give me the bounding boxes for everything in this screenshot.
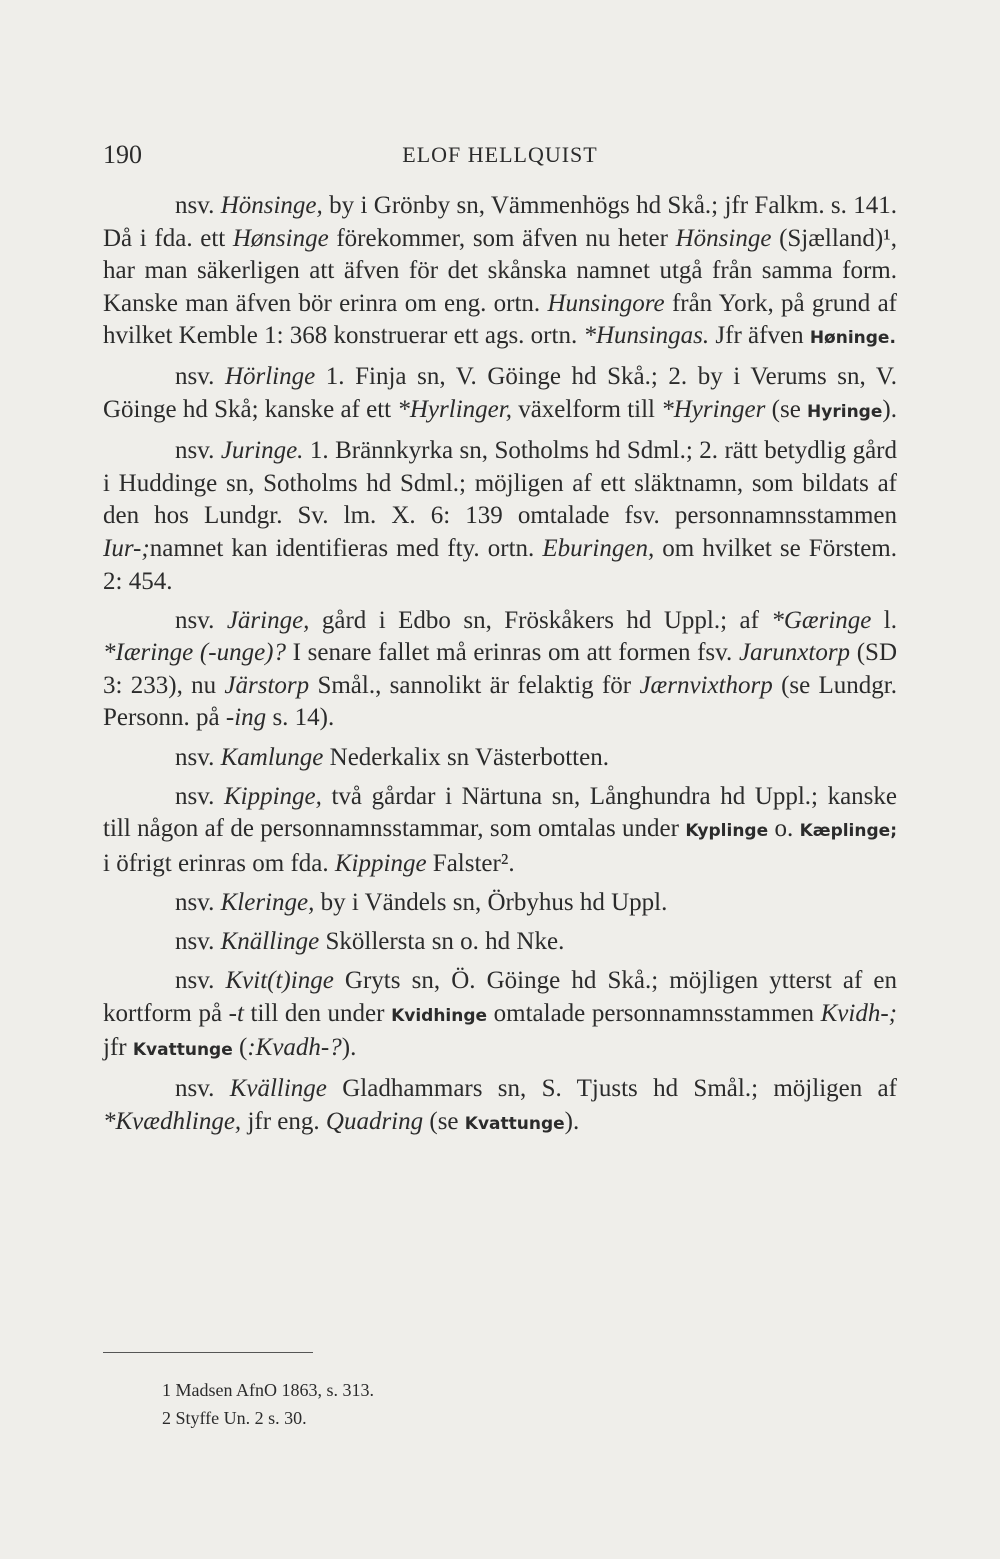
- entry-text: nsv.: [175, 927, 221, 955]
- entry-text: (se: [423, 1107, 465, 1135]
- entry-text: om hvilket se Förstem. 2: 454.: [103, 534, 897, 595]
- entry-text: från York, på grund af hvilket Kemble 1: 368 konstruerar ett ags. ortn.: [103, 289, 897, 350]
- entry-text: I senare fallet må erinras om att formen fsv.: [286, 639, 739, 667]
- entry-text: by i Grönby sn, Vämmenhögs hd Skå.; jfr Falkm. s. 141. Då i fda. ett: [103, 192, 897, 252]
- running-title: ELOF HELLQUIST: [402, 142, 598, 167]
- entry-text: l.: [871, 606, 897, 634]
- entry-text: Hyringe: [807, 402, 883, 423]
- entry-text: *Gæringe: [771, 606, 872, 634]
- entry-text: 1. Finja sn, V. Göinge hd Skå.; 2. by i Verums sn, V. Göinge hd Skå; kanske af ett: [103, 363, 897, 424]
- entry-text: ).: [564, 1107, 580, 1135]
- entry-text: Hunsingore: [547, 289, 665, 317]
- entry-jaringe: [103, 605, 897, 735]
- entry-text: o.: [768, 815, 800, 843]
- entry-text: *Iæringe (-unge)?: [103, 639, 286, 667]
- entry-text: Sköllersta sn o. hd Nke.: [319, 927, 565, 955]
- entry-honsinge: [103, 190, 897, 355]
- entry-text: nsv.: [175, 192, 221, 219]
- entry-text: s. 14).: [266, 704, 335, 732]
- entry-text: gård i Edbo sn, Fröskåkers hd Uppl.; af: [309, 606, 772, 634]
- entry-text: Eburingen,: [542, 534, 655, 562]
- footnote-rule: [103, 1352, 313, 1353]
- entry-text: Kvit(t)inge: [225, 967, 334, 995]
- entry-horlinge: [103, 361, 897, 428]
- entry-text: -t: [228, 999, 244, 1027]
- entry-knallinge: [103, 926, 897, 959]
- entry-text: ).: [341, 1034, 357, 1062]
- entry-text: jfr eng.: [241, 1107, 326, 1135]
- entry-text: Kamlunge: [220, 743, 324, 771]
- entry-text: ).: [882, 396, 897, 424]
- entry-kleringe: [103, 887, 897, 920]
- entry-text: Hörlinge: [224, 363, 316, 391]
- entry-text: Hønsinge: [232, 224, 329, 252]
- entry-text: Järinge,: [226, 606, 310, 634]
- entry-text: -ing: [225, 704, 267, 732]
- entry-text: (: [232, 1034, 248, 1062]
- entry-text: Høninge.: [809, 328, 896, 349]
- entry-text: Kvällinge: [229, 1075, 327, 1103]
- footnote-2: 2 Styffe Un. 2 s. 30.: [162, 1408, 307, 1428]
- entry-text: (SD 3: 233), nu: [103, 639, 898, 699]
- entry-text: Hönsinge: [675, 224, 772, 252]
- body-text: [103, 190, 897, 1147]
- page-number: 190: [103, 140, 142, 169]
- entry-text: :Kvadh-?: [247, 1034, 342, 1062]
- entry-text: Hönsinge,: [220, 192, 323, 219]
- entry-text: *Hyringer: [661, 396, 766, 424]
- entry-text: *Kvædhlinge,: [103, 1107, 242, 1135]
- entry-text: (Sjælland)¹, har man säkerligen att äfven för det skånska namnet utgå från samma form. Kanske man äfven bör erinra om eng. ortn.: [103, 224, 897, 317]
- entry-kvallinge: [103, 1073, 897, 1140]
- entry-text: *Hyrlinger,: [397, 396, 512, 424]
- entry-kippinge: [103, 781, 897, 881]
- entry-text: Kvattunge: [464, 1113, 565, 1134]
- entry-text: Kippinge,: [223, 782, 322, 810]
- entry-text: Kæplinge;: [799, 821, 897, 842]
- entry-text: Kleringe,: [220, 888, 315, 916]
- entry-text: Juringe.: [220, 437, 304, 465]
- entry-text: Quadring: [325, 1107, 424, 1135]
- footnotes: [162, 1376, 374, 1432]
- entry-kvitinge: [103, 965, 897, 1067]
- entry-juringe: [103, 435, 897, 598]
- entry-text: Jfr äfven: [709, 322, 810, 350]
- entry-text: till den under: [243, 999, 392, 1027]
- entry-text: Smål., sannolikt är felaktig för: [309, 671, 640, 699]
- entry-text: omtalade personnamnsstammen: [487, 999, 821, 1027]
- entry-text: Gryts sn, Ö. Göinge hd Skå.; möjligen ytterst af en kortform på: [103, 967, 898, 1027]
- entry-text: Kippinge: [334, 849, 427, 877]
- entry-text: nsv.: [175, 437, 221, 465]
- entry-text: nsv.: [175, 888, 221, 916]
- entry-text: by i Vändels sn, Örbyhus hd Uppl.: [314, 888, 668, 916]
- entry-text: nsv.: [175, 606, 227, 634]
- entry-text: två gårdar i Närtuna sn, Långhundra hd Uppl.; kanske till någon af de personnamnsstammar, som omtalas under: [103, 782, 898, 843]
- entry-text: Jærnvixthorp: [639, 671, 773, 699]
- entry-text: 1. Brännkyrka sn, Sotholms hd Sdml.; 2. rätt betydlig gård i Huddinge sn, Sotholms hd Sdml.; möjligen af ett släktnamn, som bildats af den hos Lundgr. Sv. lm. X. 6: 139 omtalade fsv. personnamnsstammen: [103, 437, 897, 530]
- entry-text: nsv.: [175, 363, 225, 391]
- entry-text: (se: [765, 396, 808, 424]
- entry-text: nsv.: [175, 743, 221, 771]
- entry-text: Iur-;: [103, 534, 150, 562]
- entry-text: Nederkalix sn Västerbotten.: [323, 743, 609, 771]
- entry-text: Knällinge: [220, 927, 320, 955]
- entry-text: Kvidh-;: [820, 999, 897, 1027]
- footnote-1: 1 Madsen AfnO 1863, s. 313.: [162, 1380, 374, 1400]
- entry-text: (se Lundgr. Personn. på: [103, 671, 897, 732]
- entry-text: nsv.: [175, 1075, 230, 1103]
- entry-text: i öfrigt erinras om fda.: [103, 849, 335, 877]
- entry-text: Jarunxtorp: [738, 639, 851, 667]
- entry-text: Kyplinge: [685, 821, 769, 842]
- entry-text: växelform till: [511, 396, 662, 424]
- entry-kamlunge: [103, 742, 897, 775]
- entry-text: Kvattunge: [132, 1040, 233, 1061]
- entry-text: nsv.: [175, 782, 224, 810]
- entry-text: Kvidhinge: [391, 1005, 488, 1026]
- entry-text: jfr: [103, 1034, 133, 1062]
- entry-text: *Hunsingas.: [583, 322, 710, 350]
- running-header: [103, 140, 897, 174]
- entry-text: namnet kan identifieras med fty. ortn.: [149, 534, 543, 562]
- entry-text: Järstorp: [224, 671, 310, 699]
- entry-text: nsv.: [175, 967, 226, 995]
- entry-text: Falster².: [426, 849, 515, 877]
- entry-text: förekommer, som äfven nu heter: [328, 224, 676, 252]
- entry-text: Gladhammars sn, S. Tjusts hd Smål.; möjligen af: [326, 1075, 897, 1103]
